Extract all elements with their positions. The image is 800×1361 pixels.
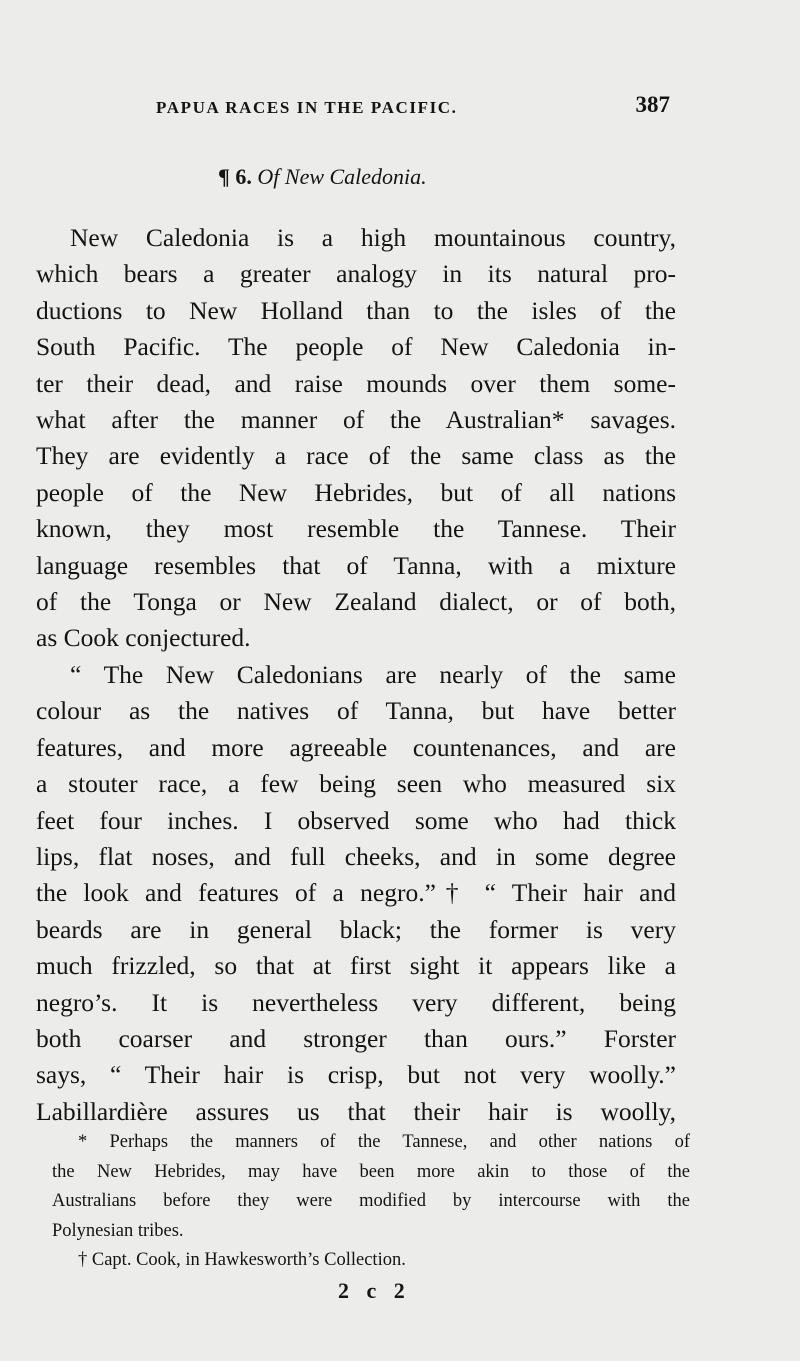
signature-mark: 2 c 2 — [338, 1278, 411, 1303]
body-line: says, “ Their hair is crisp, but not very woolly.” — [36, 1060, 676, 1090]
body-line: “ The New Caledonians are nearly of the same — [70, 659, 676, 689]
body-text — [36, 220, 676, 1130]
body-line: South Pacific. The people of New Caledonia in- — [36, 332, 676, 362]
footnote-line: Polynesian tribes. — [52, 1220, 184, 1241]
body-line: much frizzled, so that at first sight it appears like a — [36, 951, 676, 981]
body-line: language resembles that of Tanna, with a mixture — [36, 550, 676, 580]
body-line: lips, flat noses, and full cheeks, and in some degree — [36, 841, 676, 871]
body-line: feet four inches. I observed some who had thick — [36, 805, 676, 835]
footnote-line: the New Hebrides, may have been more akin to those of the — [52, 1161, 690, 1182]
body-line: as Cook conjectured. — [36, 623, 251, 653]
body-line: a stouter race, a few being seen who measured six — [36, 769, 676, 799]
footnote-line: † Capt. Cook, in Hawkesworth’s Collection. — [78, 1250, 406, 1270]
body-line: They are evidently a race of the same class as the — [36, 441, 676, 471]
footnote-line: * Perhaps the manners of the Tannese, and other nations of — [78, 1132, 690, 1152]
body-line: ductions to New Holland than to the isles of the — [36, 295, 676, 325]
body-line: both coarser and stronger than ours.” Forster — [36, 1023, 676, 1053]
running-head — [150, 92, 670, 128]
section-mark: ¶ 6. — [218, 164, 252, 189]
footnotes — [52, 1128, 690, 1276]
body-line: the look and features of a negro.”† “ Their hair and — [36, 878, 676, 908]
body-line: beards are in general black; the former is very — [36, 914, 676, 944]
body-line: known, they most resemble the Tannese. Their — [36, 514, 676, 544]
section-heading — [218, 164, 598, 190]
body-line: New Caledonia is a high mountainous country, — [70, 223, 676, 252]
body-line: which bears a greater analogy in its natural pro- — [36, 259, 676, 289]
footnote-line: Australians before they were modified by intercourse with the — [52, 1191, 690, 1211]
body-line: negro’s. It is nevertheless very different, being — [36, 987, 676, 1017]
section-title: Of New Caledonia. — [257, 164, 427, 189]
body-line: features, and more agreeable countenances, and are — [36, 732, 676, 762]
body-line: people of the New Hebrides, but of all nations — [36, 477, 676, 507]
page-number: 387 — [635, 92, 670, 117]
running-head-title: PAPUA RACES IN THE PACIFIC. — [156, 98, 458, 117]
body-line: ter their dead, and raise mounds over them some- — [36, 368, 676, 398]
body-line: what after the manner of the Australian* savages. — [36, 405, 676, 435]
body-line: of the Tonga or New Zealand dialect, or of both, — [36, 587, 676, 617]
body-line: Labillardière assures us that their hair is woolly, — [36, 1096, 676, 1126]
body-line: colour as the natives of Tanna, but have better — [36, 696, 676, 726]
